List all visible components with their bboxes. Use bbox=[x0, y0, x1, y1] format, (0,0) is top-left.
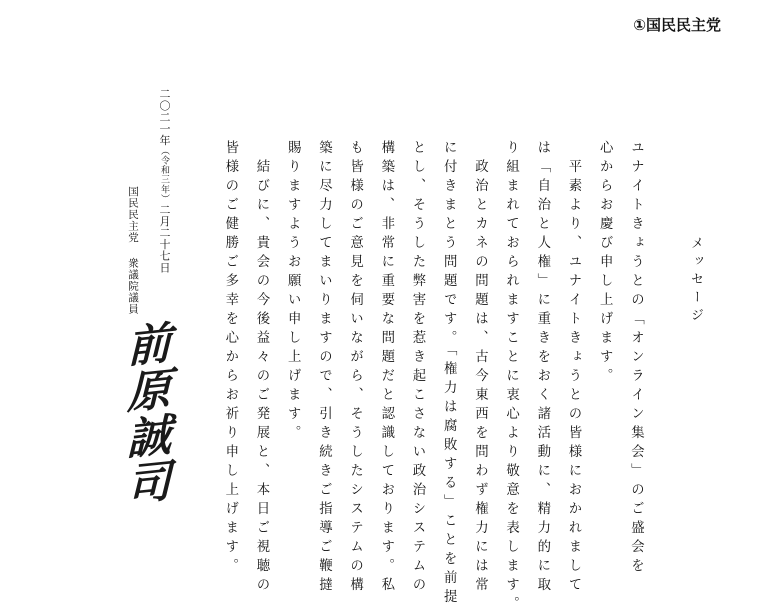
message-line: 平素より、ユナイトきょうとの皆様におかれまして bbox=[566, 140, 581, 596]
sender-title: 衆議院議員 bbox=[127, 257, 139, 315]
message-line: は「自治と人権」に重きをおく諸活動に、精力的に取 bbox=[534, 140, 550, 596]
date-era: （令和三年） bbox=[159, 146, 169, 204]
message-line: も皆様のご意見を伺いながら、そうしたシステムの構 bbox=[347, 140, 363, 596]
date-day: 二月二十七日 bbox=[158, 203, 171, 274]
message-line: 築に尽力してまいりますので、引き続きご指導ご鞭撻 bbox=[316, 140, 332, 596]
message-line: 構築は、非常に重要な問題だと認識しております。私 bbox=[378, 140, 394, 596]
party-label: ①国民民主党 bbox=[633, 16, 721, 34]
date-year: 二〇二一年 bbox=[158, 88, 171, 146]
message-line: ユナイトきょうとの「オンライン集会」のご盛会を bbox=[628, 140, 644, 577]
message-title: メッセージ bbox=[688, 236, 703, 326]
signature: 前原誠司 bbox=[119, 319, 170, 509]
message-line: に付きまとう問題です。「権力は腐敗する」ことを前提 bbox=[441, 140, 457, 609]
date-line bbox=[156, 88, 172, 273]
message-line: り組まれておられますことに衷心より敬意を表します。 bbox=[503, 140, 519, 615]
message-line: 皆様のご健勝ご多幸を心からお祈り申し上げます。 bbox=[222, 140, 238, 577]
message-line: とし、そうした弊害を惹き起こさない政治システムの bbox=[410, 140, 425, 596]
message-line: 賜りますようお願い申し上げます。 bbox=[285, 140, 301, 444]
sender-party: 国民民主党 bbox=[127, 186, 139, 244]
sender-office bbox=[126, 186, 141, 315]
message-line: 心からお慶び申し上げます。 bbox=[597, 140, 613, 387]
message-line: 政治とカネの問題は、古今東西を問わず権力には常 bbox=[472, 140, 488, 596]
message-line: 結びに、貴会の今後益々のご発展と、本日ご視聴の bbox=[254, 140, 269, 596]
